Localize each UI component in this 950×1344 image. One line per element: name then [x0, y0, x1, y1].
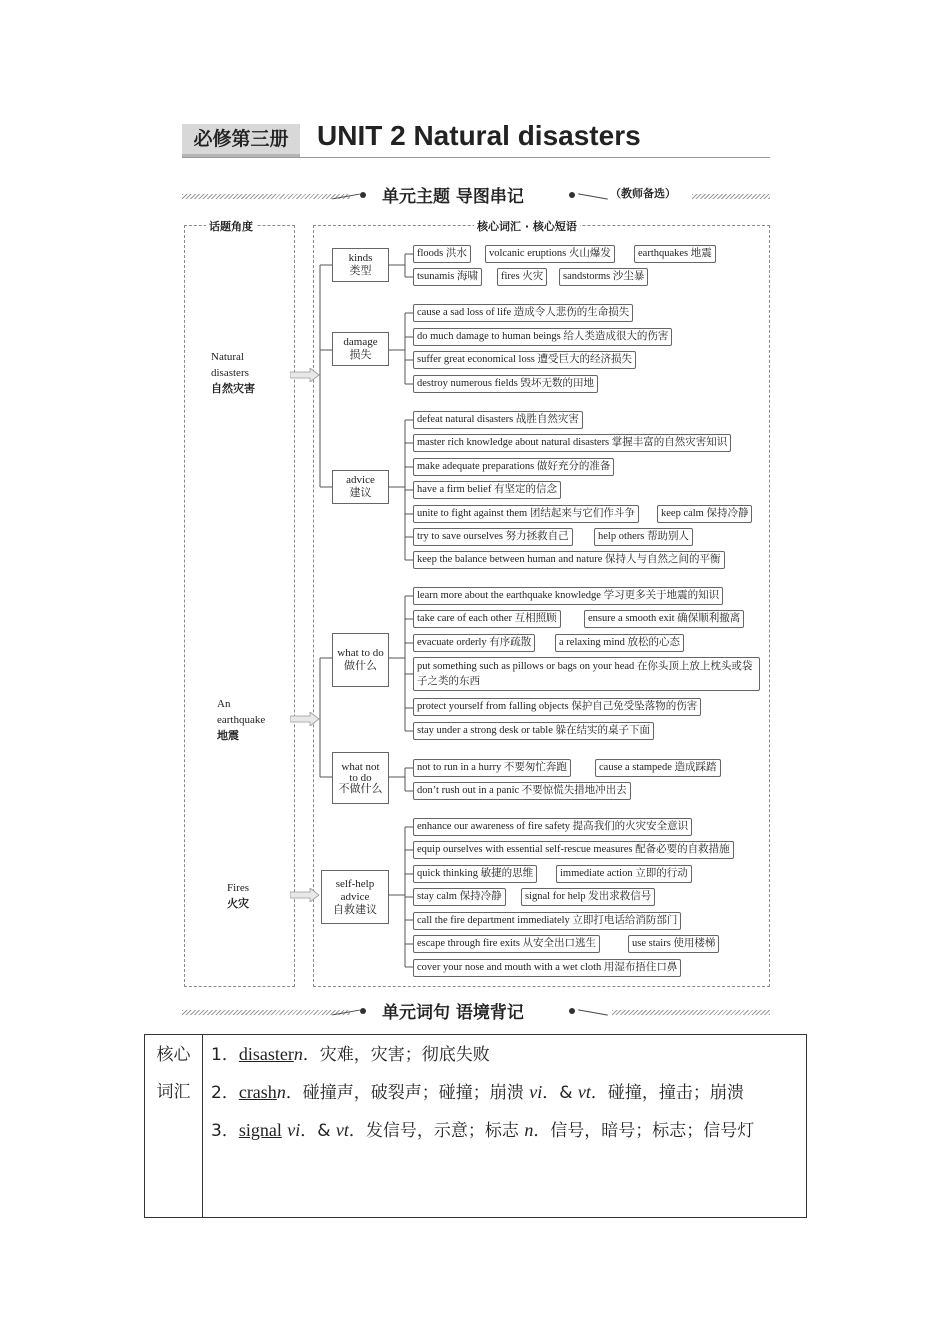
- phrase-item: immediate action 立即的行动: [556, 865, 692, 883]
- phrase-item: floods 洪水: [413, 245, 471, 263]
- hatch-right: [692, 194, 770, 199]
- phrase-item: unite to fight against them 团结起来与它们作斗争: [413, 505, 639, 523]
- phrase-item: have a firm belief 有坚定的信念: [413, 481, 561, 499]
- phrase-item: suffer great economical loss 遭受巨大的经济损失: [413, 351, 636, 369]
- phrase-item: try to save ourselves 努力拯救自己: [413, 528, 573, 546]
- phrase-item: cause a sad loss of life 造成令人悲伤的生命损失: [413, 304, 633, 322]
- phrase-item: equip ourselves with essential self-rescue measures 配备必要的自救措施: [413, 841, 734, 859]
- phrase-item: not to run in a hurry 不要匆忙奔跑: [413, 759, 571, 777]
- hatch-left: [182, 1010, 350, 1015]
- category-kinds: kinds 类型: [332, 248, 389, 282]
- unit-title: UNIT 2 Natural disasters: [317, 120, 641, 151]
- banner-dot-left: [360, 192, 366, 198]
- phrase-item: do much damage to human beings 给人类造成很大的伤害: [413, 328, 672, 346]
- phrase-item: cause a stampede 造成踩踏: [595, 759, 721, 777]
- phrase-item: master rich knowledge about natural disasters 掌握丰富的自然灾害知识: [413, 434, 731, 452]
- phrase-item: enhance our awareness of fire safety 提高我们的火灾安全意识: [413, 818, 692, 836]
- hatch-left: [182, 194, 350, 199]
- phrase-item: tsunamis 海啸: [413, 268, 482, 286]
- vocab-entry: 1．disastern．灾难，灾害；彻底失败: [211, 1044, 490, 1065]
- topic-panel: [184, 225, 295, 987]
- category-self-help-advice: self-help advice 自救建议: [321, 870, 389, 924]
- phrase-item: ensure a smooth exit 确保顺利撤离: [584, 610, 744, 628]
- vocab-table: [144, 1034, 807, 1218]
- topic-fires: Fires 火灾: [227, 882, 249, 910]
- vocab-panel-label: 核心词汇 · 核心短语: [474, 218, 580, 234]
- phrase-item: help others 帮助别人: [594, 528, 693, 546]
- phrase-item: keep calm 保持冷静: [657, 505, 752, 523]
- topic-natural-disasters: Natural disasters 自然灾害: [211, 351, 255, 395]
- topic-earthquake: An earthquake 地震: [217, 698, 266, 742]
- phrase-item: take care of each other 互相照顾: [413, 610, 561, 628]
- phrase-item: evacuate orderly 有序疏散: [413, 634, 535, 652]
- phrase-item: a relaxing mind 放松的心态: [555, 634, 684, 652]
- banner-title-vocab: 单元词句 语境背记: [382, 1003, 524, 1023]
- banner-title-mindmap: 单元主题 导图串记: [382, 187, 524, 207]
- phrase-item: signal for help 发出求救信号: [521, 888, 655, 906]
- section-banner-vocab: [182, 996, 770, 1026]
- hatch-right: [612, 1010, 770, 1015]
- vocab-body: [211, 1036, 798, 1150]
- phrase-item: use stairs 使用楼梯: [628, 935, 719, 953]
- phrase-item: protect yourself from falling objects 保护自己免受坠落物的伤害: [413, 698, 701, 716]
- phrase-item: cover your nose and mouth with a wet cloth 用湿布捂住口鼻: [413, 959, 681, 977]
- phrase-item: learn more about the earthquake knowledge 学习更多关于地震的知识: [413, 587, 723, 605]
- phrase-item: fires 火灾: [497, 268, 547, 286]
- phrase-item: defeat natural disasters 战胜自然灾害: [413, 411, 583, 429]
- phrase-item: call the fire department immediately 立即打电话给消防部门: [413, 912, 681, 930]
- phrase-item: make adequate preparations 做好充分的准备: [413, 458, 614, 476]
- phrase-item: stay under a strong desk or table 躲在结实的桌子下面: [413, 722, 654, 740]
- banner-dot-right: [569, 192, 575, 198]
- book-badge: 必修第三册: [182, 124, 300, 157]
- swoosh-right: [578, 193, 608, 199]
- phrase-item: escape through fire exits 从安全出口逃生: [413, 935, 600, 953]
- category-what-to-do: what to do 做什么: [332, 633, 389, 687]
- phrase-item: stay calm 保持冷静: [413, 888, 506, 906]
- phrase-item: destroy numerous fields 毁坏无数的田地: [413, 375, 598, 393]
- phrase-item: sandstorms 沙尘暴: [559, 268, 648, 286]
- vocab-entry: 3．signal vi．& vt．发信号，示意；标志 n．信号，暗号；标志；信号灯: [211, 1120, 755, 1141]
- teacher-note: （教师备选）: [610, 187, 676, 200]
- phrase-item: keep the balance between human and nature 保持人与自然之间的平衡: [413, 551, 725, 569]
- banner-dot-left: [360, 1008, 366, 1014]
- phrase-item: volcanic eruptions 火山爆发: [485, 245, 615, 263]
- category-damage: damage 损失: [332, 332, 389, 366]
- header-rule: [182, 157, 770, 158]
- vocab-head-cell: 核心 词汇: [145, 1035, 203, 1217]
- section-banner-mindmap: [182, 180, 770, 210]
- category-what-not-to-do: what not to do 不做什么: [332, 752, 389, 804]
- phrase-item: don’t rush out in a panic 不要惊慌失措地冲出去: [413, 782, 631, 800]
- phrase-item: quick thinking 敏捷的思维: [413, 865, 537, 883]
- phrase-item: put something such as pillows or bags on your head 在你头顶上放上枕头或袋子之类的东西: [413, 657, 760, 691]
- swoosh-right: [578, 1009, 608, 1015]
- topic-panel-label: 话题角度: [206, 218, 256, 234]
- phrase-item: earthquakes 地震: [634, 245, 716, 263]
- vocab-entry: 2．crashn．碰撞声，破裂声；碰撞；崩溃 vi．& vt．碰撞，撞击；崩溃: [211, 1082, 744, 1103]
- banner-dot-right: [569, 1008, 575, 1014]
- category-advice: advice 建议: [332, 470, 389, 504]
